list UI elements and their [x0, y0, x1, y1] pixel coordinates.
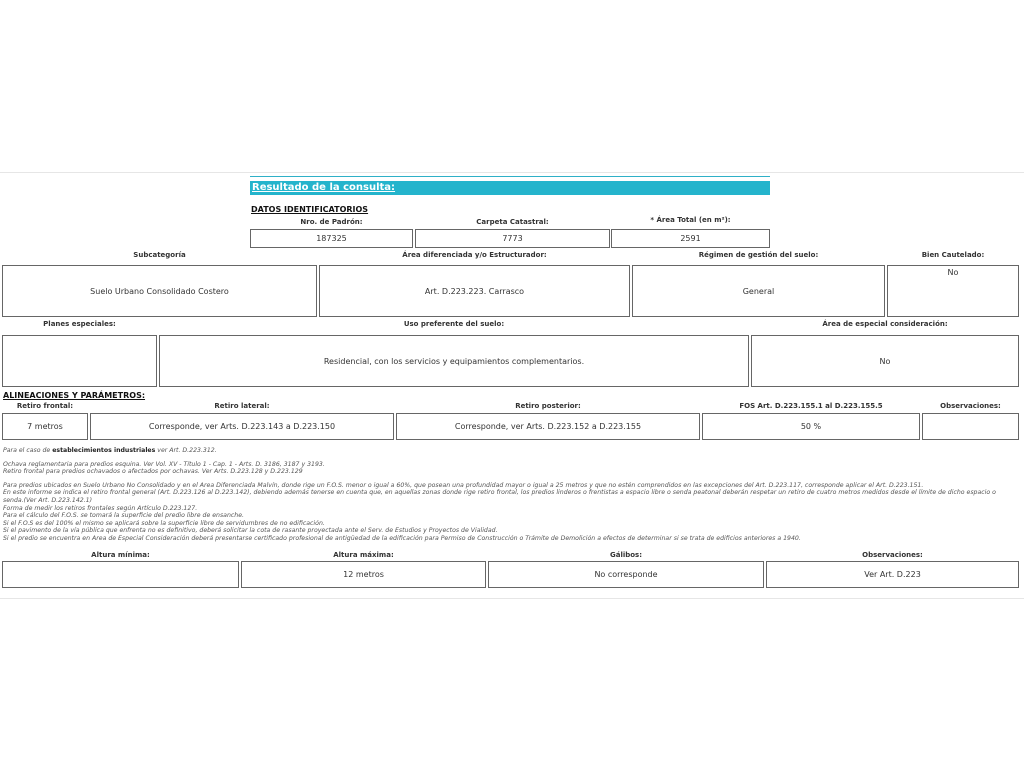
altura-minima-value: [2, 561, 239, 588]
area-especial-value: No: [751, 335, 1019, 387]
note-calculo-fos: Para el cálculo del F.O.S. se tomará la superficie del predio libre de ensanche.: [3, 512, 244, 520]
retiro-posterior-label: Retiro posterior:: [515, 402, 581, 410]
subcategoria-value: Suelo Urbano Consolidado Costero: [2, 265, 317, 317]
note-suelo-no-consolidado: Para predios ubicados en Suelo Urbano No Consolidado y en el Area Diferenciada Malvín, donde rige un F.O.S. menor o igual a 60%, que posean una profundidad mayor o igual a 25 metros y que no estén comprendidos en las excepciones del Art. D.223.117, corresponde aplicar el Art. D.223.151.: [3, 481, 924, 489]
padron-label: Nro. de Padrón:: [300, 218, 363, 226]
note-industriales-link: establecimientos industriales: [52, 447, 156, 454]
note-pavimento: Si el pavimento de la vía pública que enfrenta no es definitivo, deberá solicitar la cota de rasante proyectada ante el Serv. de Estudios y Proyectos de Vialidad.: [3, 527, 498, 535]
area-diferenciada-value: Art. D.223.223. Carrasco: [319, 265, 630, 317]
note-especial-consideracion: Si el predio se encuentra en Area de Especial Consideración deberá presentarse certificado profesional de antigüedad de la edificación para Permiso de Construcción o Trámite de Demolición a efectos de determinar si se trata de edificios anteriores a 1940.: [3, 534, 801, 542]
regimen-value: General: [632, 265, 885, 317]
fos-label: FOS Art. D.223.155.1 al D.223.155.5: [739, 402, 883, 410]
altura-minima-label: Altura mínima:: [91, 551, 150, 559]
carpeta-label: Carpeta Catastral:: [476, 218, 549, 226]
datos-identificatorios-title: DATOS IDENTIFICATORIOS: [251, 205, 369, 214]
note-retiro-general: En este informe se indica el retiro frontal general (Art. D.223.126 al D.223.142), debiendo además tenerse en cuenta que, en aquellas zonas donde rige retiro frontal, los predios linderos o frentistas a espacio libre o senda peatonal deberán respetar un retiro de cuatro metros medidos desde el límite de dicho espacio o senda.(Ver Art. D.223.142.1): [3, 489, 996, 504]
note-ochava: Ochava reglamentaria para predios esquina. Ver Vol. XV - Título 1 - Cap. 1 - Arts. D. 3186, 3187 y 3193.: [3, 460, 325, 468]
alturas-observaciones-value: Ver Art. D.223: [766, 561, 1019, 588]
area-diferenciada-label: Área diferenciada y/o Estructurador:: [402, 251, 547, 259]
retiro-lateral-label: Retiro lateral:: [214, 402, 270, 410]
note-fos-100: Si el F.O.S es del 100% el mismo se aplicará sobre la superficie libre de servidumbres de no edificación.: [3, 519, 325, 527]
note-forma-medir: Forma de medir los retiros frontales según Artículo D.223.127.: [3, 504, 198, 512]
retiro-posterior-value: Corresponde, ver Arts. D.223.152 a D.223.155: [396, 413, 700, 440]
area-especial-label: Área de especial consideración:: [822, 320, 948, 328]
alineaciones-title: ALINEACIONES Y PARÁMETROS:: [3, 391, 146, 400]
uso-preferente-value: Residencial, con los servicios y equipamientos complementarios.: [159, 335, 749, 387]
bien-cautelado-label: Bien Cautelado:: [921, 251, 985, 259]
alturas-observaciones-label: Observaciones:: [862, 551, 923, 559]
fos-value: 50 %: [702, 413, 920, 440]
header-divider: [250, 176, 770, 177]
padron-value: 187325: [250, 229, 413, 248]
observaciones-label: Observaciones:: [940, 402, 1001, 410]
retiro-frontal-label: Retiro frontal:: [16, 402, 74, 410]
uso-preferente-label: Uso preferente del suelo:: [403, 320, 505, 328]
area-total-label: * Área Total (en m²):: [650, 216, 731, 224]
planes-especiales-label: Planes especiales:: [43, 320, 116, 328]
area-total-value: 2591: [611, 229, 770, 248]
bien-cautelado-value: No: [887, 265, 1019, 317]
observaciones-value: [922, 413, 1019, 440]
galibos-label: Gálibos:: [609, 551, 643, 559]
note-industriales: Para el caso de establecimientos industriales ver Art. D.223.312.: [3, 447, 217, 454]
regimen-label: Régimen de gestión del suelo:: [698, 251, 819, 259]
planes-especiales-value: [2, 335, 157, 387]
retiro-lateral-value: Corresponde, ver Arts. D.223.143 a D.223.150: [90, 413, 394, 440]
subcategoria-label: Subcategoría: [133, 251, 186, 259]
altura-maxima-value: 12 metros: [241, 561, 486, 588]
result-header: Resultado de la consulta:: [250, 181, 770, 195]
retiro-frontal-value: 7 metros: [2, 413, 88, 440]
galibos-value: No corresponde: [488, 561, 764, 588]
carpeta-value: 7773: [415, 229, 610, 248]
altura-maxima-label: Altura máxima:: [333, 551, 394, 559]
notes-block: [3, 447, 1018, 543]
note-retiro-ochavados: Retiro frontal para predios ochavados o afectados por ochavas. Ver Arts. D.223.128 y D.223.129: [3, 468, 303, 476]
